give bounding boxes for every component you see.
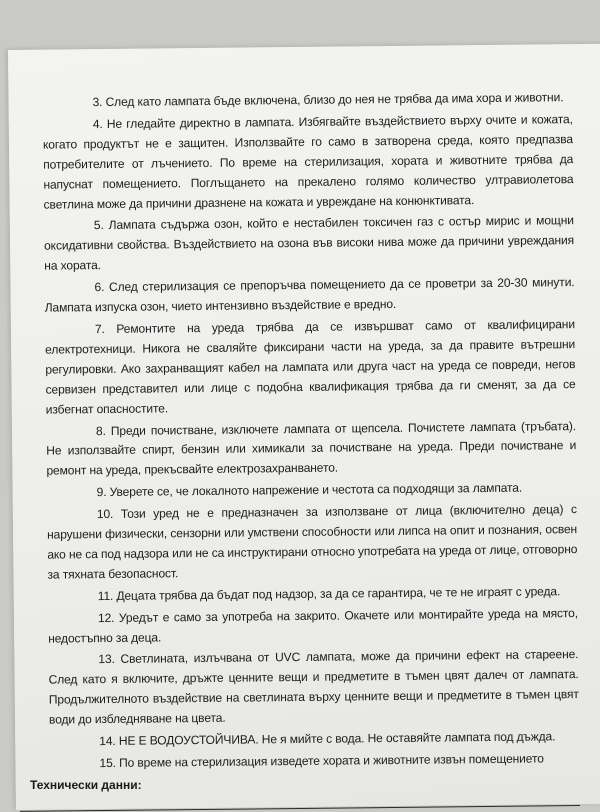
document-page [8,44,600,810]
instruction-12: 12. Уредът е само за употреба на закрито. Окачете или монтирайте уреда на място, недостъпно за деца. [48,605,578,646]
instruction-3: 3. След като лампата бъде включена, близо до нея не трябва да има хора и животни. [92,90,564,110]
instruction-11: 11. Децата трябва да бъдат под надзор, за да се гарантира, че те не играят с уреда. [97,583,561,603]
technical-data-heading: Технически данни: [30,778,142,792]
instruction-8: 8. Преди почистване, изключете лампата от щепсела. Почистете лампата (тръбата). Не използвайте спирт, бензин или химикали за почистване на уреда. Преди почистване и ремонт на уреда, прекъсвайте електрозахранването. [46,418,577,478]
instruction-5: 5. Лампата съдържа озон, който е нестабилен токсичен газ с остър мирис и мощни оксидативни свойства. Въздействието на озона във високи нива може да причини увреждания на хората. [43,213,575,273]
section-divider [20,805,580,812]
safety-instructions [42,88,579,776]
instruction-15: 15. По време на стерилизация изведете хората и животните извън помещението [99,751,544,771]
instruction-10: 10. Този уред не е предназначен за използване от лица (включително деца) с нарушени физически, сензорни или умствени способности или липса на опит и познания, освен ако не са под надзора или не са инструктирани относно употребата на уреда от лице, отговорно за тяхната безопасност. [47,502,578,582]
instruction-9: 9. Уверете се, че локалното напрежение и честота са подходящи за лампата. [96,480,523,500]
instruction-6: 6. След стерилизация се препоръчва помещението да се проветри за 20-30 минути. Лампата изпуска озон, чието интензивно въздействие е вредно. [44,275,575,315]
instruction-13: 13. Светлината, излъчвана от UVC лампата, може да причини ефект на стареене. След като я включите, дръжте ценните вещи и предметите в тъмен цвят далеч от лампата. Продължителното въздействие на светлината върху ценните вещи и предметите в тъмен цвят води до избледняване на цвета. [48,647,579,727]
instruction-4: 4. Не гледайте директно в лампата. Избягвайте въздействието върху очите и кожата, когато продуктът не е защитен. Използвайте го само в затворена среда, която предпазва потребителите от лъчението. По време на стерилизация, хората и животните трябва да напуснат помещението. Поглъщането на прекалено голямо количество ултравиолетова светлина може да причини дразнене на кожата и увреждане на конюнктивата. [42,111,574,212]
instruction-7: 7. Ремонтите на уреда трябва да се извършват само от квалифицирани електротехници. Никога не сваляйте фиксирани части на уреда, за да правите вътрешни регулировки. Ако захранващият кабел на лампата или друга част на уреда се повреди, негов сервизен представител или лице с подобна квалификация трябва да ги сменят, за да се избегнат опасностите. [45,317,576,417]
instruction-14: 14. НЕ Е ВОДОУСТОЙЧИВА. Не я мийте с вода. Не оставяйте лампата под дъжда. [99,729,556,749]
